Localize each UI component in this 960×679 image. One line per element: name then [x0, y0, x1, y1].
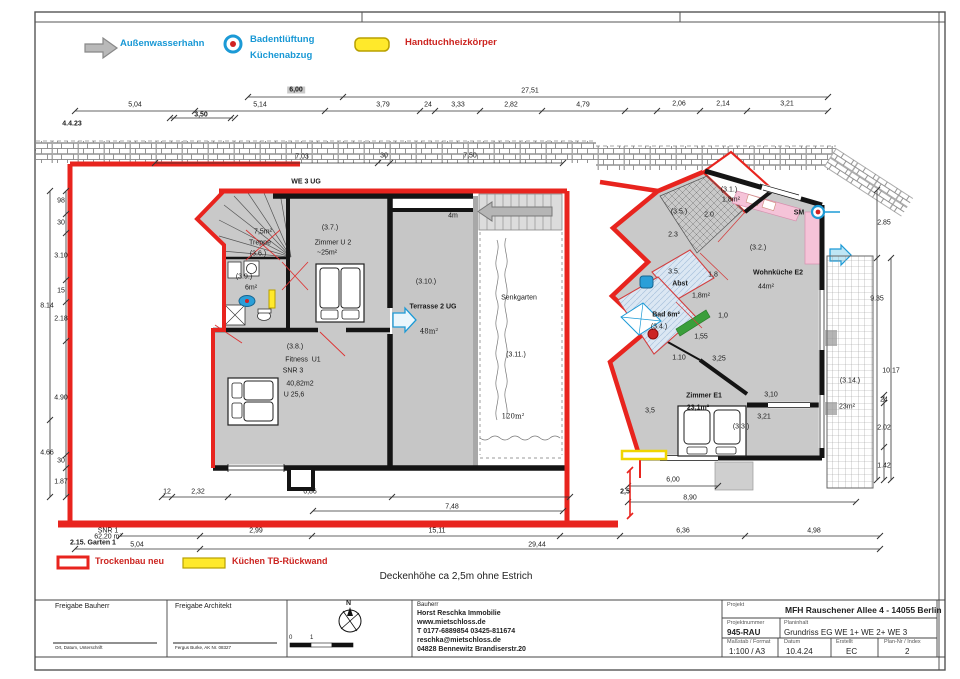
plan-label: 7,03: [295, 153, 309, 161]
plan-label: 1,0: [718, 312, 728, 320]
ceiling-height-note: Deckenhöhe ca 2,5m ohne Estrich: [379, 571, 533, 582]
projekt-label: Projekt: [727, 602, 745, 608]
plan-label: 8.14: [40, 302, 54, 310]
trockenbau-icon: [58, 557, 88, 568]
plan-label: 6m²: [244, 284, 258, 292]
water-tap-arrow-icon: [85, 38, 117, 58]
left-plan-title: WE 3 UG: [291, 178, 321, 186]
plan-label: (3.2.): [749, 244, 767, 252]
plan-label: 12: [163, 488, 171, 496]
scale-bar: [290, 643, 353, 647]
room-wohnkueche-e2: Wohnküche E2: [752, 269, 804, 277]
plan-label: 3.5.: [668, 268, 680, 276]
room-fitness: Fitness U1: [285, 356, 321, 364]
bauherr-line-4: reschka@mietschloss.de: [417, 637, 501, 644]
plan-label: 1.87: [54, 478, 68, 486]
freigabe-bauherr-sub: Ort, Datum, Unterschrift: [55, 645, 103, 650]
plan-label: 5,14: [253, 101, 267, 109]
plan-label: 40,82m2: [286, 380, 314, 388]
bauherr-line-1: Horst Reschka Immobilie: [417, 610, 501, 617]
legend-badentlueftung-label: Badentlüftung: [250, 34, 315, 45]
plan-label: 1,8: [708, 271, 718, 279]
plan-label: (3.11.): [506, 351, 526, 359]
plan-label: 3,21: [757, 413, 771, 421]
bed-zimmer-e1: [678, 406, 746, 456]
plan-label: 7,5m²: [254, 228, 272, 236]
plan-label: 4m: [448, 212, 458, 220]
bad-blue-fixture: [640, 276, 653, 288]
plan-label: (3.6.): [249, 250, 267, 258]
plan-label: 2,32: [191, 488, 205, 496]
erstellt-value: EC: [846, 647, 858, 656]
plan-label: 2.02: [877, 424, 891, 432]
plan-label: 1,8m²: [722, 196, 740, 204]
projektnummer-label: Projektnummer: [727, 620, 765, 626]
legend-handtuchheizkoerper-label: Handtuchheizkörper: [405, 37, 497, 48]
plan-label: 3,10: [764, 391, 778, 399]
erstellt-label: Erstellt: [836, 639, 853, 645]
plan-label: 3,50: [194, 111, 208, 119]
bed-zimmer-u2: [316, 264, 364, 322]
bauherr-line-3: T 0177-6889854 03425-811674: [417, 628, 516, 635]
plan-label: 24: [424, 101, 432, 109]
plannr-label: Plan-Nr / Index: [884, 639, 921, 645]
massstab-value: 1:100 / A3: [729, 647, 766, 656]
plan-label: 30: [57, 457, 65, 465]
plan-label: 29,44: [528, 541, 546, 549]
massstab-label: Maßstab / Format: [727, 639, 771, 645]
plan-label: 8,90: [683, 494, 697, 502]
plan-label: 15: [57, 287, 65, 295]
projektnummer-value: 945-RAU: [727, 628, 761, 637]
room-zimmer-e1: Zimmer E1: [686, 392, 722, 400]
plan-label: 6,36: [676, 527, 690, 535]
plan-label: 4,98: [807, 527, 821, 535]
legend-aussenwasserhahn-label: Außenwasserhahn: [120, 38, 205, 49]
plan-label: 2,06: [672, 100, 686, 108]
freigabe-architekt-sub: Fergus Burke, AK Nr. 08327: [175, 645, 232, 650]
freigabe-bauherr-label: Freigabe Bauherr: [55, 603, 110, 610]
bauherr-label: Bauherr: [417, 602, 439, 608]
plan-label: 3,33: [451, 101, 465, 109]
plan-label: 2,82: [504, 101, 518, 109]
plan-label: 4,79: [576, 101, 590, 109]
exterior-stair: [478, 194, 562, 230]
plan-label: 3,25: [712, 355, 726, 363]
plan-label: 3,79: [376, 101, 390, 109]
compass-icon: [339, 607, 361, 632]
plan-label: (3.7.): [321, 224, 339, 232]
kitchen-vent-icon: [812, 206, 840, 218]
plan-label: (3.10.): [415, 278, 437, 286]
left-building: [58, 164, 618, 524]
plan-label: 1,8m²: [692, 292, 710, 300]
plan-label: 2,5: [620, 488, 630, 496]
plan-label: 27,51: [521, 87, 539, 95]
towel-radiator-left: [269, 290, 275, 308]
plan-label: 7,50: [463, 152, 477, 160]
plan-label: 2,14: [716, 100, 730, 108]
plan-label: 1.42: [877, 462, 891, 470]
projekt-title: MFH Rauschener Allee 4 - 14055 Berlin: [785, 605, 942, 615]
plan-label: 2.18: [54, 315, 68, 323]
chimney: [289, 470, 313, 489]
towel-radiator-icon: [355, 38, 389, 51]
kuechen-rueckwand-icon: [183, 558, 225, 568]
yellow-wall-marker: [622, 451, 666, 459]
plan-label: SNR 1: [97, 527, 119, 535]
plan-label: 9.35: [870, 295, 884, 303]
north-label: N: [346, 600, 352, 607]
room-zimmer-u2: Zimmer U 2: [314, 239, 352, 247]
bed-fitness: [228, 378, 278, 425]
plan-label: 4.90: [54, 394, 68, 402]
room-terrasse-2: Terrasse 2 UG: [409, 303, 457, 311]
plan-label: 15,11: [428, 527, 446, 535]
bad-vent-icon: [648, 329, 658, 339]
room-senkgarten: Senkgarten: [501, 294, 537, 302]
plan-label: U 25,6: [283, 391, 305, 399]
plan-label: 62,20 m²: [94, 533, 122, 541]
plan-label: 5,04: [128, 101, 142, 109]
datum-label: Datum: [784, 639, 801, 645]
plan-label: 30: [57, 219, 65, 227]
plan-label: 6,00: [666, 476, 680, 484]
plan-label: 23m²: [839, 403, 855, 411]
legend-kuechenabzug-label: Küchenabzug: [250, 50, 313, 61]
plan-label: SNR 3: [282, 367, 304, 375]
plan-label: 5,04: [130, 541, 144, 549]
plan-label: 23,1m²: [686, 404, 710, 412]
room-bad: Bad 6m²: [652, 311, 680, 319]
plan-label: (3.14.): [839, 377, 861, 385]
plan-label: (3.4.): [650, 323, 668, 331]
bauherr-line-2: www.mietschloss.de: [417, 619, 486, 626]
scale-0: 0: [289, 635, 293, 641]
plan-label: (3.8.): [286, 343, 304, 351]
legend-kuechen-rueckwand-label: Küchen TB-Rückwand: [232, 556, 328, 566]
plan-label: 2,99: [249, 527, 263, 535]
freigabe-architekt-label: Freigabe Architekt: [175, 603, 232, 610]
plan-label: 2.0: [704, 211, 714, 219]
plan-label: 48m²: [419, 327, 439, 336]
plan-label: 3,5: [645, 407, 655, 415]
plan-label: 98: [57, 197, 65, 205]
patio-step: [715, 462, 753, 490]
plan-label: (3.9.): [235, 273, 253, 281]
legend-trockenbau-label: Trockenbau neu: [95, 556, 165, 566]
plan-label: 1,55: [694, 333, 708, 341]
garten-label: 2.15. Garten 1: [70, 539, 116, 547]
dim-6-00-top: 6,00: [289, 86, 303, 94]
planinhalt-value: Grundriss EG WE 1+ WE 2+ WE 3: [784, 628, 908, 637]
plan-label: (3.1.): [720, 186, 738, 194]
sm-label: SM: [793, 209, 805, 217]
plan-label: 4.66: [40, 449, 54, 457]
plan-label: 7,48: [445, 503, 459, 511]
plan-label: 2.3: [668, 231, 678, 239]
plan-label: 120m²: [501, 412, 525, 421]
datum-value: 10.4.24: [786, 647, 813, 656]
room-treppe: Treppe: [249, 239, 271, 247]
plannr-value: 2: [905, 647, 910, 656]
plan-label: ~25m²: [316, 249, 338, 257]
plan-label: 3.10: [54, 252, 68, 260]
plan-label: 3,21: [780, 100, 794, 108]
terrace-3-14: [827, 256, 873, 488]
plan-label: 6,86: [303, 488, 317, 496]
plan-label: (3.5.): [670, 208, 688, 216]
scale-1: 1: [310, 635, 314, 641]
plan-label: 30: [380, 152, 388, 160]
date-note: 4.4.23: [62, 120, 82, 128]
plan-label: 10.17: [882, 367, 900, 375]
plan-label: 2.85: [877, 219, 891, 227]
bauherr-line-5: 04828 Bennewitz Brandiserstr.20: [417, 646, 526, 653]
plan-label: 24: [880, 396, 888, 404]
plan-label: (3.3.): [732, 423, 750, 431]
plan-label: 44m²: [758, 283, 774, 291]
room-abst: Abst: [672, 280, 688, 288]
planinhalt-label: Planinhalt: [784, 620, 809, 626]
plan-label: 1.10: [672, 354, 686, 362]
